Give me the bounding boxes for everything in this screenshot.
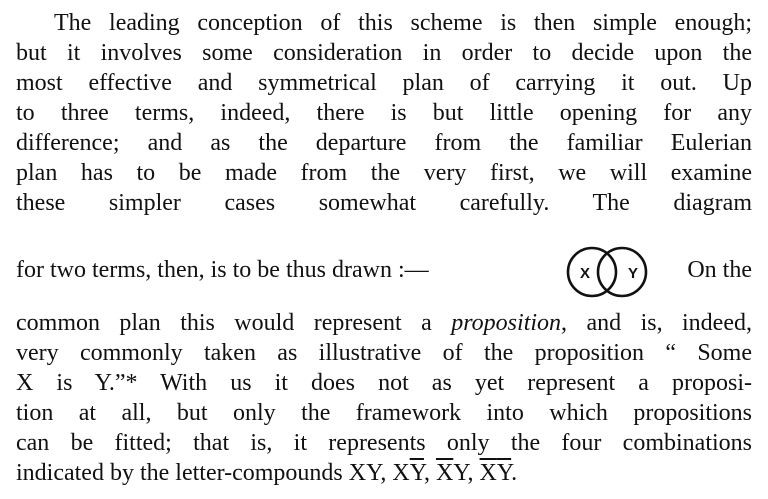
compound-x: X: [392, 460, 410, 486]
compound-xbar-y: [436, 460, 468, 486]
paragraph2-line-5: can be fitted; that is, it represents only the four combinations: [16, 430, 752, 456]
paragraph2-line-4: tion at all, but only the framework into which propositions: [16, 400, 752, 426]
venn-circle-x: [568, 248, 616, 296]
paragraph-line-6: plan has to be made from the very first, we will examine: [16, 160, 752, 186]
paragraph2-line-6: indicated by the letter-compounds XY, $X\overline{Y}$, $\overline{X}Y$, $\overline{X}\overline{Y}$.: [16, 460, 518, 486]
paragraph-line-1: The leading conception of this scheme is then simple enough;: [54, 10, 752, 36]
paragraph2-line-3: X is Y.”* With us it does not as yet represent a proposi-: [16, 370, 752, 396]
venn-label-y: Y: [628, 265, 639, 282]
paragraph-line-4: to three terms, indeed, there is but little opening for any: [16, 100, 752, 126]
paragraph-line-3: most effective and symmetrical plan of carrying it out. Up: [16, 70, 752, 96]
compound-y: Y: [453, 460, 468, 486]
paragraph2-line-1-post: , and is, indeed,: [561, 310, 752, 336]
paragraph2-line-2: very commonly taken as illustrative of the proposition “ Some: [16, 340, 752, 366]
venn-label-x: X: [580, 265, 591, 282]
venn-circle-y: [598, 248, 646, 296]
proposition-italic: proposition: [451, 310, 562, 336]
compound-xbar-2: $\overline{X}$: [479, 460, 497, 486]
figure-line: [16, 245, 752, 305]
paragraph2-line-1: [16, 308, 752, 338]
figure-trailing-text: On the: [687, 257, 752, 283]
compounds-lead-text: indicated by the letter-compounds: [16, 460, 349, 486]
compound-xbar: $\overline{X}$: [435, 460, 454, 486]
venn-diagram-svg: [548, 245, 668, 305]
paragraph2-line-1-pre: common plan this would represent a: [16, 310, 452, 336]
figure-lead-text: for two terms, then, is to be thus drawn :—: [16, 257, 429, 283]
compound-x-ybar: [392, 460, 424, 486]
venn-diagram: [548, 245, 668, 305]
compound-xbar-ybar: [480, 460, 512, 486]
paragraph-line-5: difference; and as the departure from the familiar Eulerian: [16, 130, 752, 156]
paragraph-line-2: but it involves some consideration in order to decide upon the: [16, 40, 752, 66]
compound-xy: XY: [348, 460, 381, 486]
paragraph-line-7: these simpler cases somewhat carefully. The diagram: [16, 190, 752, 216]
compound-ybar: $\overline{Y}$: [409, 460, 424, 486]
compound-ybar-2: $\overline{Y}$: [496, 460, 512, 486]
